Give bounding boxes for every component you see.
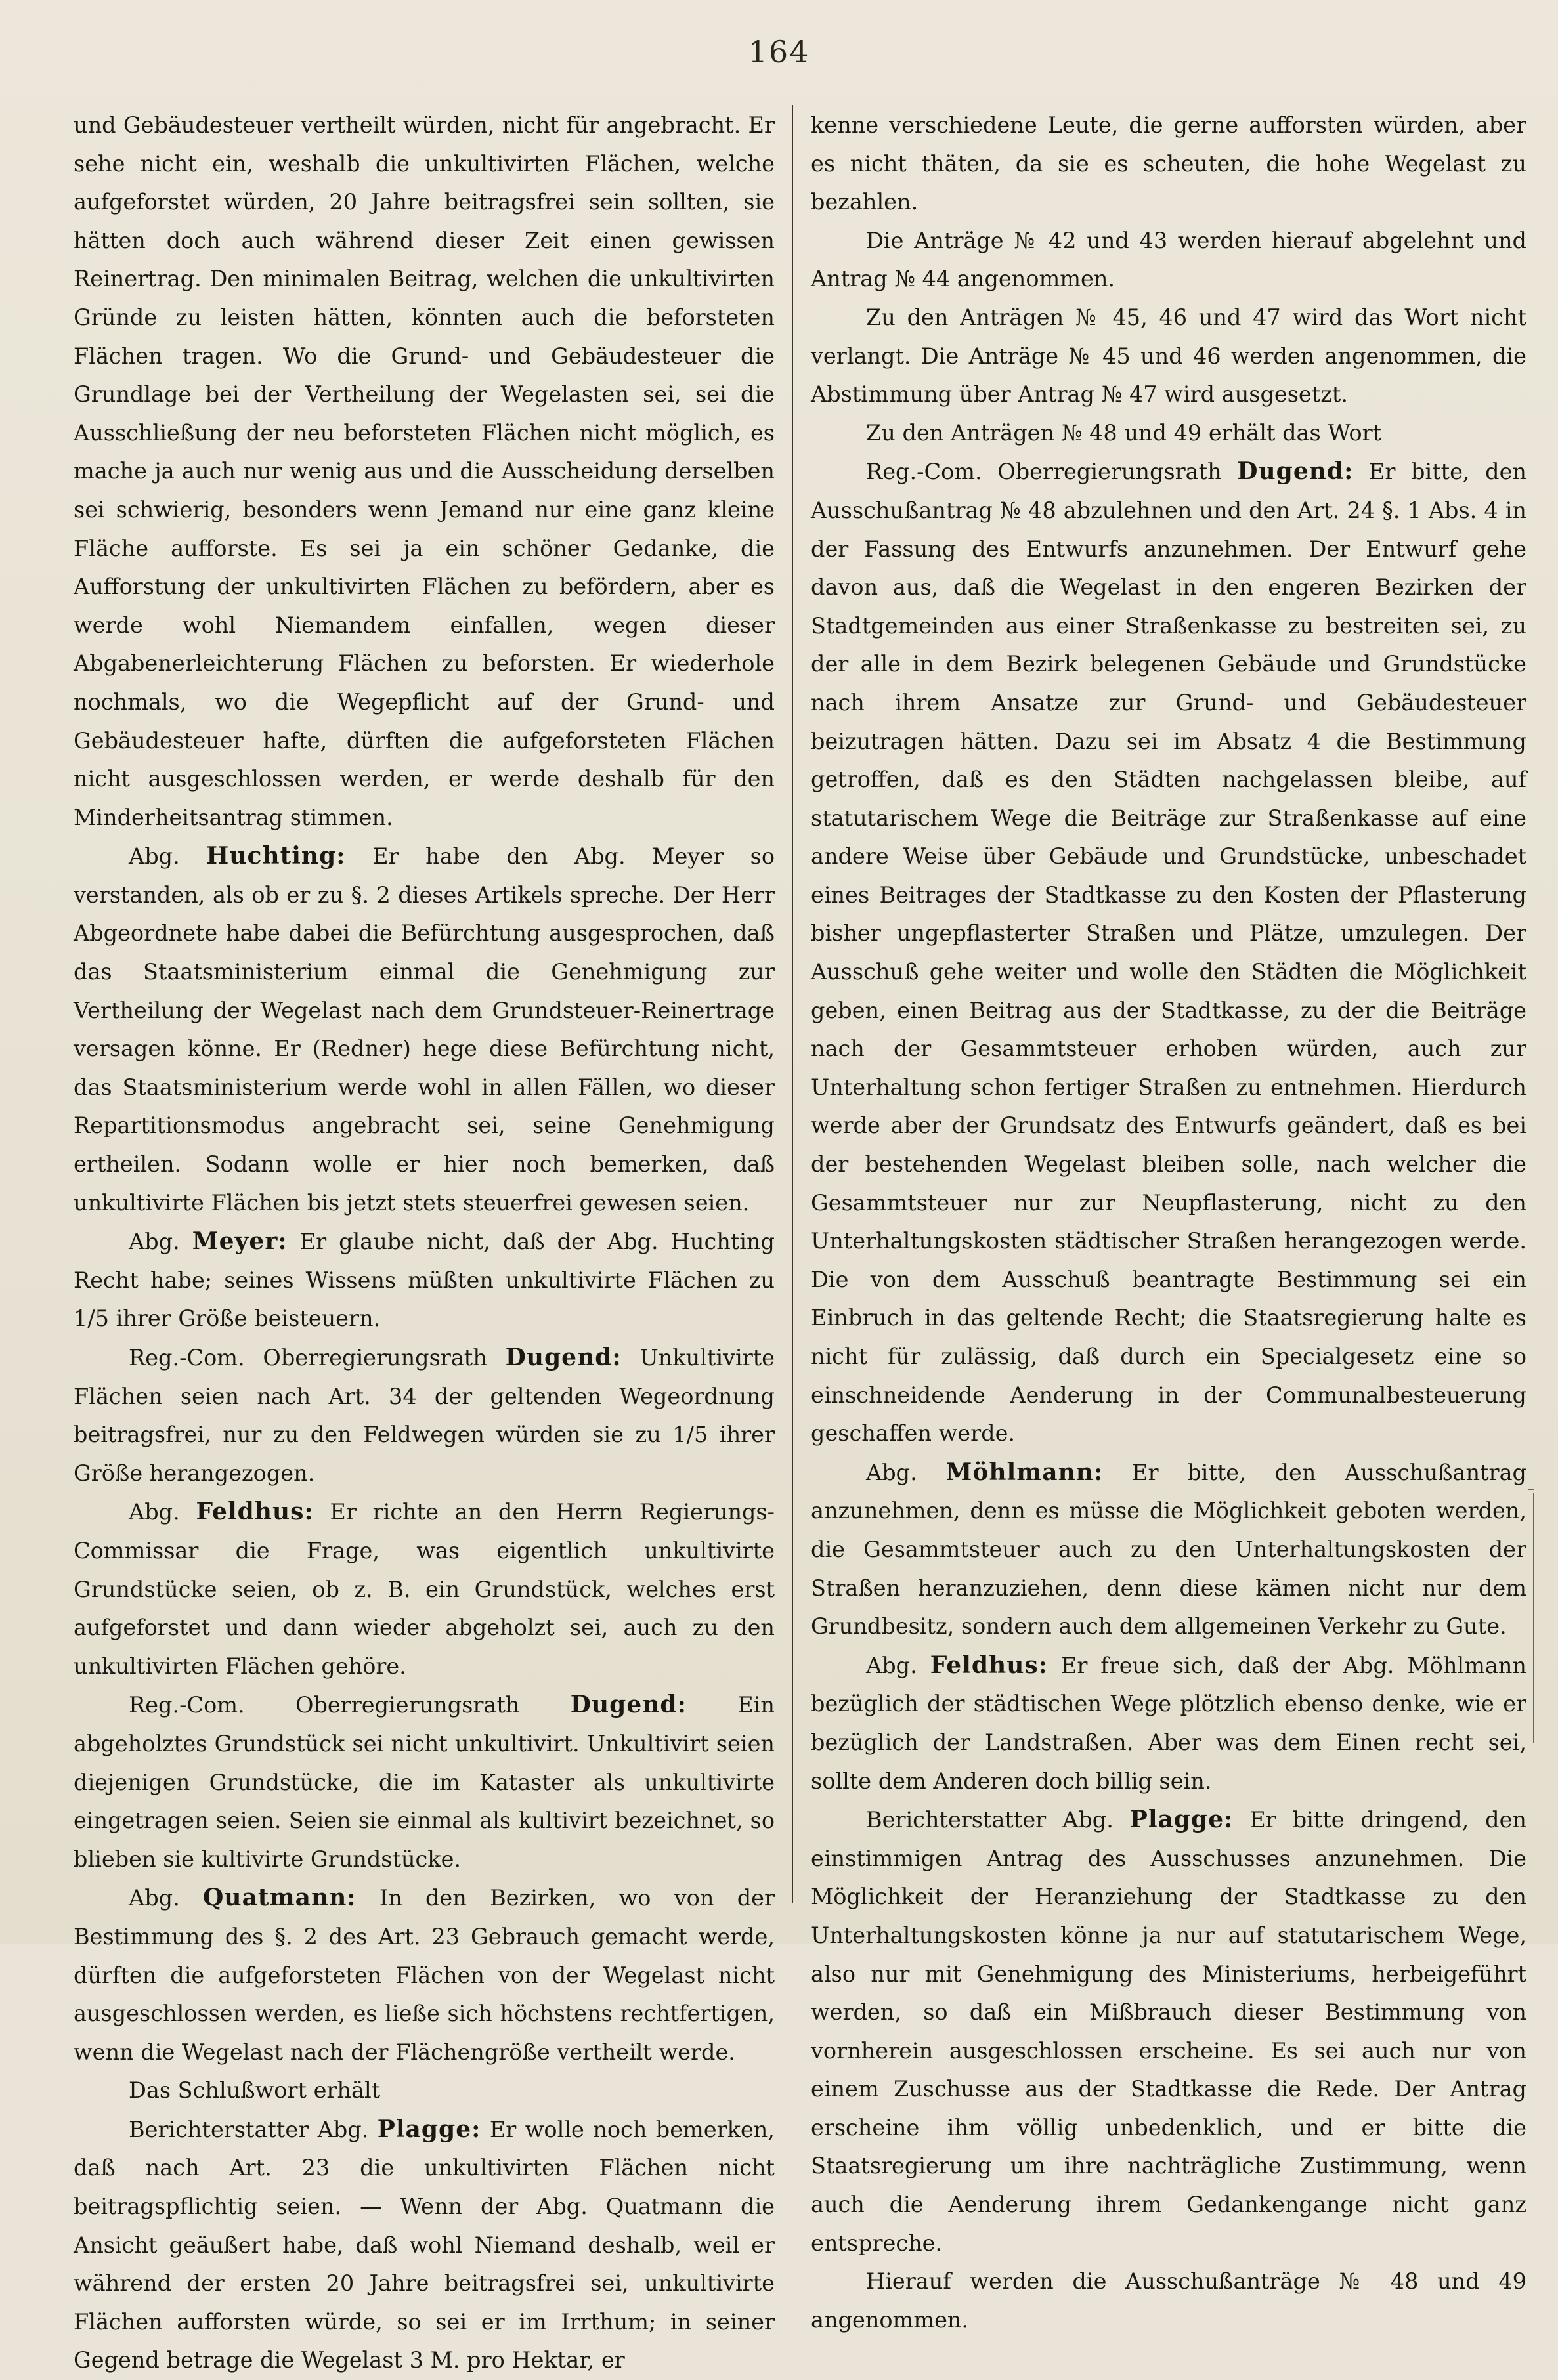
- column-divider: [792, 105, 793, 1903]
- speaker-name: Möhlmann:: [945, 1458, 1104, 1486]
- paragraph: Abg. Huchting: Er habe den Abg. Meyer so verstanden, als ob er zu §. 2 dieses Artikels spreche. Der Herr Abgeordnete habe dabei die Befürchtung ausgesprochen, daß das Staatsministerium einmal die Genehmigung zur Vertheilung der Wegelast nach dem Grundsteuer-Reinertrage versagen könne. Er (Redner) hege diese Befürchtung nicht, das Staatsministerium werde wohl in allen Fällen, wo dieser Repartitionsmodus angebracht sei, seine Genehmigung ertheilen. Sodann wolle er hier noch bemerken, daß unkultivirte Flächen bis jetzt stets steuerfrei gewesen seien.: [74, 842, 775, 1216]
- speaker-name: Dugend:: [1237, 457, 1354, 486]
- paragraph: Hierauf werden die Ausschußanträge № 48 und 49 angenommen.: [811, 2268, 1526, 2333]
- paragraph: kenne verschiedene Leute, die gerne aufforsten würden, aber es nicht thäten, da sie es scheuten, die hohe Wegelast zu bezahlen.: [811, 112, 1526, 215]
- speaker-name: Dugend:: [505, 1344, 622, 1371]
- paragraph: Reg.-Com. Oberregierungsrath Dugend: Unkultivirte Flächen seien nach Art. 34 der geltenden Wegeordnung beitragsfrei, nur zu den Feldwegen würden sie zu 1/5 ihrer Größe herangezogen.: [74, 1344, 775, 1486]
- speaker-name: Quatmann:: [203, 1884, 357, 1912]
- paragraph: Reg.-Com. Oberregierungsrath Dugend: Er bitte, den Ausschußantrag № 48 abzulehnen und den Art. 24 §. 1 Abs. 4 in der Fassung des Entwurfs anzunehmen. Der Entwurf gehe davon aus, daß die Wegelast in den engeren Bezirken der Stadtgemeinden aus einer Straßenkasse zu bestreiten sei, zu der alle in dem Bezirk belegenen Gebäude und Grundstücke nach ihrem Ansatze zur Grund- und Gebäudesteuer beizutragen hätten. Dazu sei im Absatz 4 die Bestimmung getroffen, daß es den Städten nachgelassen bleibe, auf statutarischem Wege die Beiträge zur Straßenkasse auf eine andere Weise über Gebäude und Grundstücke, unbeschadet eines Beitrages der Stadtkasse zu den Kosten der Pflasterung bisher ungepflasterter Straßen und Plätze, umzulegen. Der Ausschuß gehe weiter und wolle den Städten die Möglichkeit geben, einen Beitrag aus der Stadtkasse, zu der die Beiträge nach der Gesammtsteuer erhoben würden, auch zur Unterhaltung schon fertiger Straßen zu entnehmen. Hierdurch werde aber der Grundsatz des Entwurfs geändert, daß es bei der bestehenden Wegelast bleiben solle, nach welcher die Gesammtsteuer nur zur Neupflasterung, nicht zu den Unterhaltungskosten städtischer Straßen herangezogen werde. Die von dem Ausschuß beantragte Bestimmung sei ein Einbruch in das geltende Recht; die Staatsregierung halte es nicht für zulässig, daß durch ein Specialgesetz eine so einschneidende Aenderung in der Communalbesteuerung geschaffen werde.: [811, 457, 1526, 1447]
- speaker-name: Dugend:: [570, 1691, 687, 1719]
- paragraph: Abg. Quatmann: In den Bezirken, wo von der Bestimmung des §. 2 des Art. 23 Gebrauch gemacht werde, dürften die aufgeforsteten Flächen von der Wegelast nicht ausgeschlossen werden, es ließe sich höchstens rechtfertigen, wenn die Wegelast nach der Flächengröße vertheilt werde.: [74, 1884, 775, 2065]
- paragraph: Abg. Meyer: Er glaube nicht, daß der Abg. Huchting Recht habe; seines Wissens müßten unkultivirte Flächen zu 1/5 ihrer Größe beisteuern.: [74, 1227, 775, 1332]
- paragraph: Die Anträge № 42 und 43 werden hierauf abgelehnt und Antrag № 44 angenommen.: [811, 227, 1526, 292]
- paragraph: und Gebäudesteuer vertheilt würden, nicht für angebracht. Er sehe nicht ein, weshalb die unkultivirten Flächen, welche aufgeforstet würden, 20 Jahre beitragsfrei sein sollten, sie hätten doch auch während dieser Zeit einen gewissen Reinertrag. Den minimalen Beitrag, welchen die unkultivirten Gründe zu leisten hätten, könnten auch die beforsteten Flächen tragen. Wo die Grund- und Gebäudesteuer die Grundlage bei der Vertheilung der Wegelasten sei, sei die Ausschließung der neu beforsteten Flächen nicht möglich, es mache ja auch nur wenig aus und die Ausscheidung derselben sei schwierig, besonders wenn Jemand nur eine ganz kleine Fläche aufforste. Es sei ja ein schöner Gedanke, die Aufforstung der unkultivirten Flächen zu befördern, aber es werde wohl Niemandem einfallen, wegen dieser Abgabenerleichterung Flächen zu beforsten. Er wiederhole nochmals, wo die Wegepflicht auf der Grund- und Gebäudesteuer hafte, dürften die aufgeforsteten Flächen nicht ausgeschlossen werden, er werde deshalb für den Minderheitsantrag stimmen.: [74, 112, 775, 830]
- speaker-name: Feldhus:: [930, 1651, 1048, 1679]
- margin-mark-tick: [1528, 1489, 1534, 1490]
- margin-pencil-mark: [1533, 1493, 1534, 1743]
- left-column: [74, 106, 775, 2380]
- paragraph: Zu den Anträgen № 48 und 49 erhält das Wort: [866, 419, 1382, 446]
- paragraph: Berichterstatter Abg. Plagge: Er bitte dringend, den einstimmigen Antrag des Ausschusses anzunehmen. Die Möglichkeit der Heranziehung der Stadtkasse zu den Unterhaltungskosten könne ja nur auf statutarischem Wege, also nur mit Genehmigung des Ministeriums, herbeigeführt werden, so daß ein Mißbrauch dieser Bestimmung von vornherein ausgeschlossen erscheine. Es sei auch nur von einem Zuschusse aus der Stadtkasse die Rede. Der Antrag erscheine ihm völlig unbedenklich, und er bitte die Staatsregierung um ihre nachträgliche Zustimmung, wenn auch die Aenderung ihrem Gedankengange nicht ganz entspreche.: [811, 1806, 1526, 2256]
- paragraph: Das Schlußwort erhält: [129, 2077, 381, 2104]
- page-number: 164: [748, 34, 810, 70]
- speaker-name: Meyer:: [192, 1227, 288, 1256]
- speaker-name: Plagge:: [1129, 1806, 1234, 1834]
- speaker-name: Huchting:: [206, 842, 346, 870]
- paragraph: Abg. Möhlmann: Er bitte, den Ausschußantrag anzunehmen, denn es müsse die Möglichkeit geboten werden, die Gesammtsteuer auch zu den Unterhaltungskosten der Straßen heranzuziehen, denn diese kämen nicht nur dem Grundbesitz, sondern auch dem allgemeinen Verkehr zu Gute.: [811, 1458, 1526, 1640]
- paragraph: Abg. Feldhus: Er freue sich, daß der Abg. Möhlmann bezüglich der städtischen Wege plötzlich ebenso denke, wie er bezüglich der Landstraßen. Aber was dem Einen recht sei, sollte dem Anderen doch billig sein.: [811, 1651, 1526, 1794]
- speaker-name: Feldhus:: [196, 1498, 314, 1526]
- speaker-name: Plagge:: [377, 2115, 481, 2143]
- paragraph: Reg.-Com. Oberregierungsrath Dugend: Ein abgeholztes Grundstück sei nicht unkultivirt. Unkultivirt seien diejenigen Grundstücke, die im Kataster als unkultivirte eingetragen seien. Seien sie einmal als kultivirt bezeichnet, so blieben sie kultivirte Grundstücke.: [74, 1691, 775, 1872]
- paragraph: Abg. Feldhus: Er richte an den Herrn Regierungs-Commissar die Frage, was eigentlich unkultivirte Grundstücke seien, ob z. B. ein Grundstück, welches erst aufgeforstet und dann wieder abgeholzt sei, auch zu den unkultivirten Flächen gehöre.: [74, 1498, 775, 1679]
- paragraph: Berichterstatter Abg. Plagge: Er wolle noch bemerken, daß nach Art. 23 die unkultivirten Flächen nicht beitragspflichtig seien. — Wenn der Abg. Quatmann die Ansicht geäußert habe, daß wohl Niemand deshalb, weil er während der ersten 20 Jahre beitragsfrei sei, unkultivirte Flächen aufforsten würde, so sei er im Irrthum; in seiner Gegend betrage die Wegelast 3 M. pro Hektar, er: [74, 2115, 775, 2373]
- paragraph: Zu den Anträgen № 45, 46 und 47 wird das Wort nicht verlangt. Die Anträge № 45 und 46 werden angenommen, die Abstimmung über Antrag № 47 wird ausgesetzt.: [811, 304, 1526, 408]
- right-column: [811, 106, 1526, 2339]
